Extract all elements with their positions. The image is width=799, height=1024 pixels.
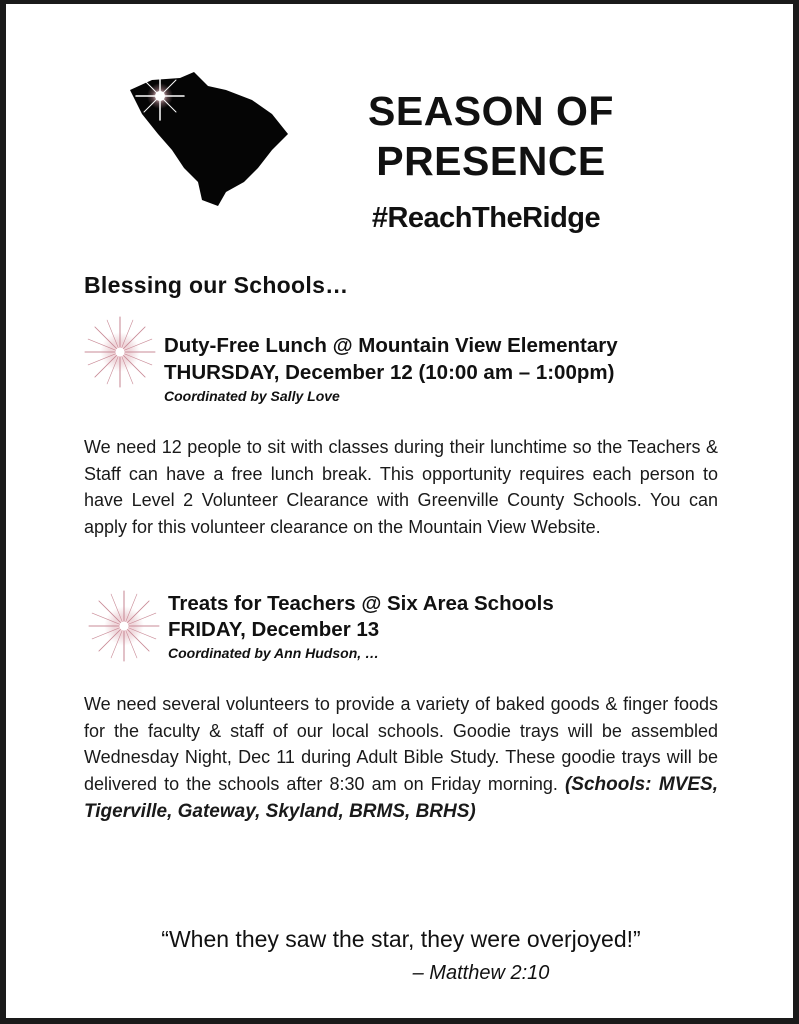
- hashtag: #ReachTheRidge: [371, 202, 601, 234]
- sparkle-star-icon: [86, 588, 162, 664]
- south-carolina-map-icon: [122, 64, 290, 210]
- event-title: Duty-Free Lunch @ Mountain View Elementary: [164, 334, 618, 357]
- event-title: Treats for Teachers @ Six Area Schools: [168, 592, 554, 615]
- scripture-quote: “When they saw the star, they were overjoyed!”: [161, 926, 641, 952]
- scripture-citation: – Matthew 2:10: [412, 962, 550, 984]
- event-description: We need 12 people to sit with classes during their lunchtime so the Teachers & Staff can have a free lunch break. This opportunity requires each person to have Level 2 Volunteer Clearance with Greenville County Schools. You can apply for this volunteer clearance on the Mountain View Website.: [84, 437, 718, 537]
- title-line-2: PRESENCE: [376, 138, 606, 184]
- page-title: [306, 86, 676, 186]
- title-line-1: SEASON OF: [368, 88, 614, 134]
- schools-list: (Schools: MVES, Tigerville, Gateway, Skyland, BRMS, BRHS): [84, 773, 718, 822]
- event-coordinator: Coordinated by Ann Hudson, …: [168, 645, 380, 661]
- event-date: FRIDAY, December 13: [168, 618, 380, 641]
- event-description-text: We need several volunteers to provide a variety of baked goods & finger foods for the faculty & staff of our local schools. Goodie trays will be assembled Wednesday Night, Dec 11 during Adult Bible Study. These goodie trays will be delivered to the schools after 8:30 am on Friday morning.: [84, 694, 718, 794]
- sparkle-star-icon: [82, 314, 158, 390]
- event-date: THURSDAY, December 12 (10:00 am – 1:00pm): [164, 361, 615, 384]
- section-heading: Blessing our Schools…: [84, 272, 349, 298]
- event-coordinator: Coordinated by Sally Love: [164, 388, 340, 404]
- flyer-page: [6, 4, 793, 1018]
- event-description: [84, 691, 718, 826]
